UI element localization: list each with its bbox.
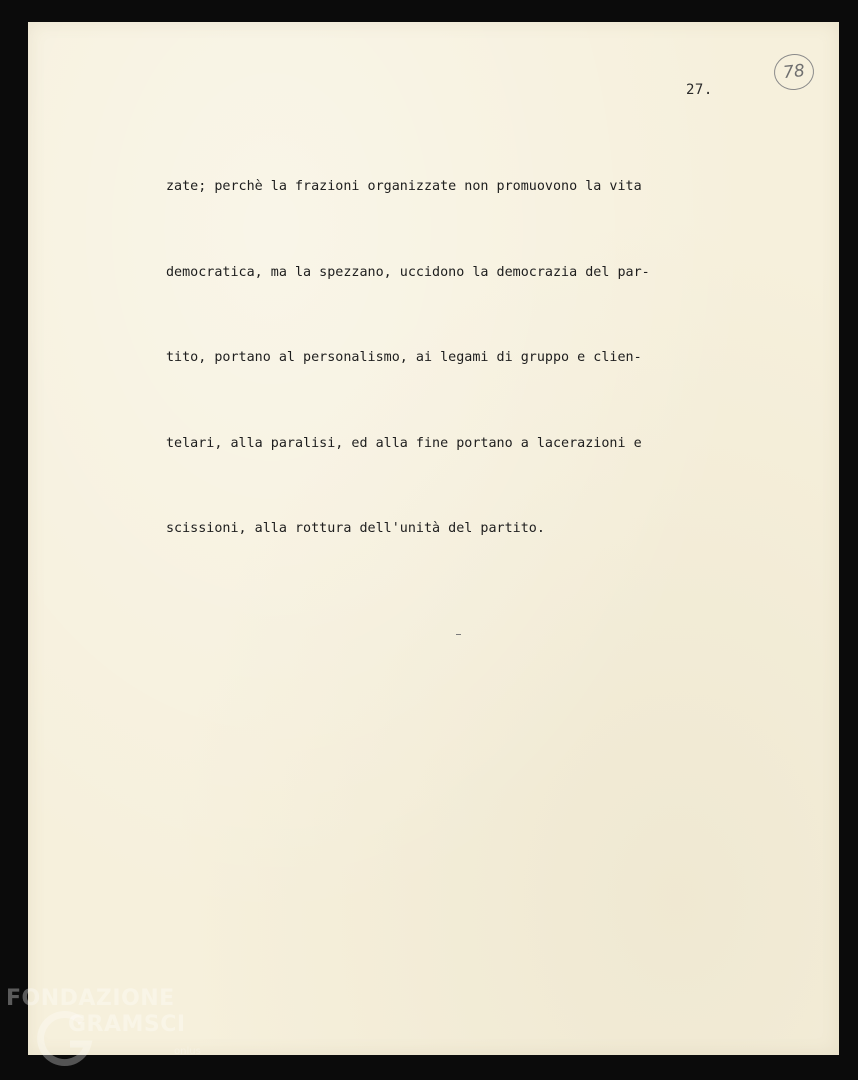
text-line: tito, portano al personalismo, ai legami di gruppo e clien- <box>166 350 642 365</box>
text-line: telari, alla paralisi, ed alla fine portano a lacerazioni e <box>166 435 642 451</box>
fondazione-gramsci-watermark <box>6 984 226 1074</box>
watermark-line-1: FONDAZIONE <box>6 986 175 1011</box>
text-line: scissioni, alla rottura dell'unità del partito. <box>166 521 545 536</box>
bleed-through-shadow <box>38 712 828 820</box>
text-line: democratica, ma la spezzano, uccidono la democrazia del par- <box>166 264 650 280</box>
watermark-line-2: GRAMSCI <box>68 1012 186 1037</box>
paper-speck <box>456 634 461 635</box>
watermark-line-3: onlus <box>174 1046 201 1057</box>
archive-number-stamp: 78 <box>772 52 816 92</box>
typewritten-page <box>28 22 839 1055</box>
body-text <box>166 116 786 601</box>
text-line: zate; perchè la frazioni organizzate non promuovono la vita <box>166 179 642 194</box>
page-number: 27. <box>686 82 713 98</box>
